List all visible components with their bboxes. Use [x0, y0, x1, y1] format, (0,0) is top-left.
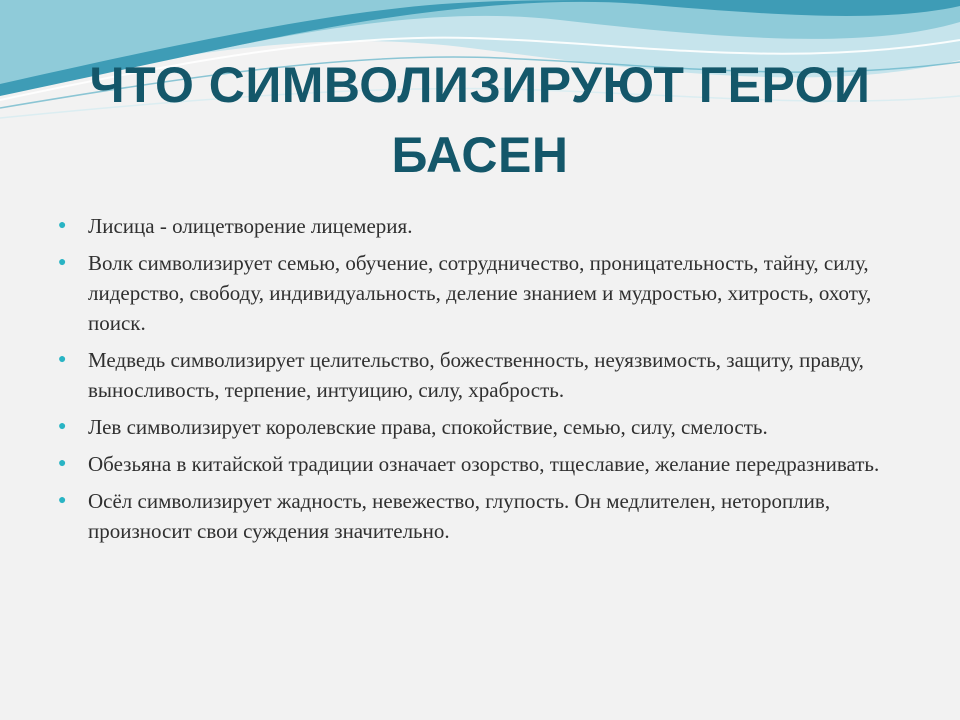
bullet-item-fox — [58, 211, 908, 241]
bullet-item-monkey — [58, 449, 908, 479]
bullet-item-wolf — [58, 248, 908, 338]
bullet-item-lion — [58, 412, 908, 442]
bullet-dot-icon: ● — [58, 218, 67, 233]
bullet-dot-icon: ● — [58, 255, 67, 270]
bullet-dot-icon: ● — [58, 456, 67, 471]
bullet-dot-icon: ● — [58, 419, 67, 434]
bullet-text: Лисица - олицетворение лицемерия. — [88, 214, 413, 238]
bullet-list — [58, 211, 908, 553]
bullet-item-bear — [58, 345, 908, 405]
bullet-dot-icon: ● — [58, 493, 67, 508]
bullet-item-donkey — [58, 486, 908, 546]
bullet-text: Обезьяна в китайской традиции означает озорство, тщеславие, желание передразнивать. — [88, 452, 880, 476]
bullet-dot-icon: ● — [58, 352, 67, 367]
bullet-text: Лев символизирует королевские права, спокойствие, семью, силу, смелость. — [88, 415, 768, 439]
bullet-text: Осёл символизирует жадность, невежество, глупость. Он медлителен, нетороплив, произносит свои суждения значительно. — [88, 489, 831, 543]
slide-title: ЧТО СИМВОЛИЗИРУЮТ ГЕРОИ БАСЕН — [89, 57, 871, 183]
bullet-text: Волк символизирует семью, обучение, сотрудничество, проницательность, тайну, силу, лидерство, свободу, индивидуальность, деление знанием и мудростью, хитрость, охоту, поиск. — [88, 251, 872, 335]
bullet-text: Медведь символизирует целительство, божественность, неуязвимость, защиту, правду, выносливость, терпение, интуицию, силу, храбрость. — [88, 348, 864, 402]
